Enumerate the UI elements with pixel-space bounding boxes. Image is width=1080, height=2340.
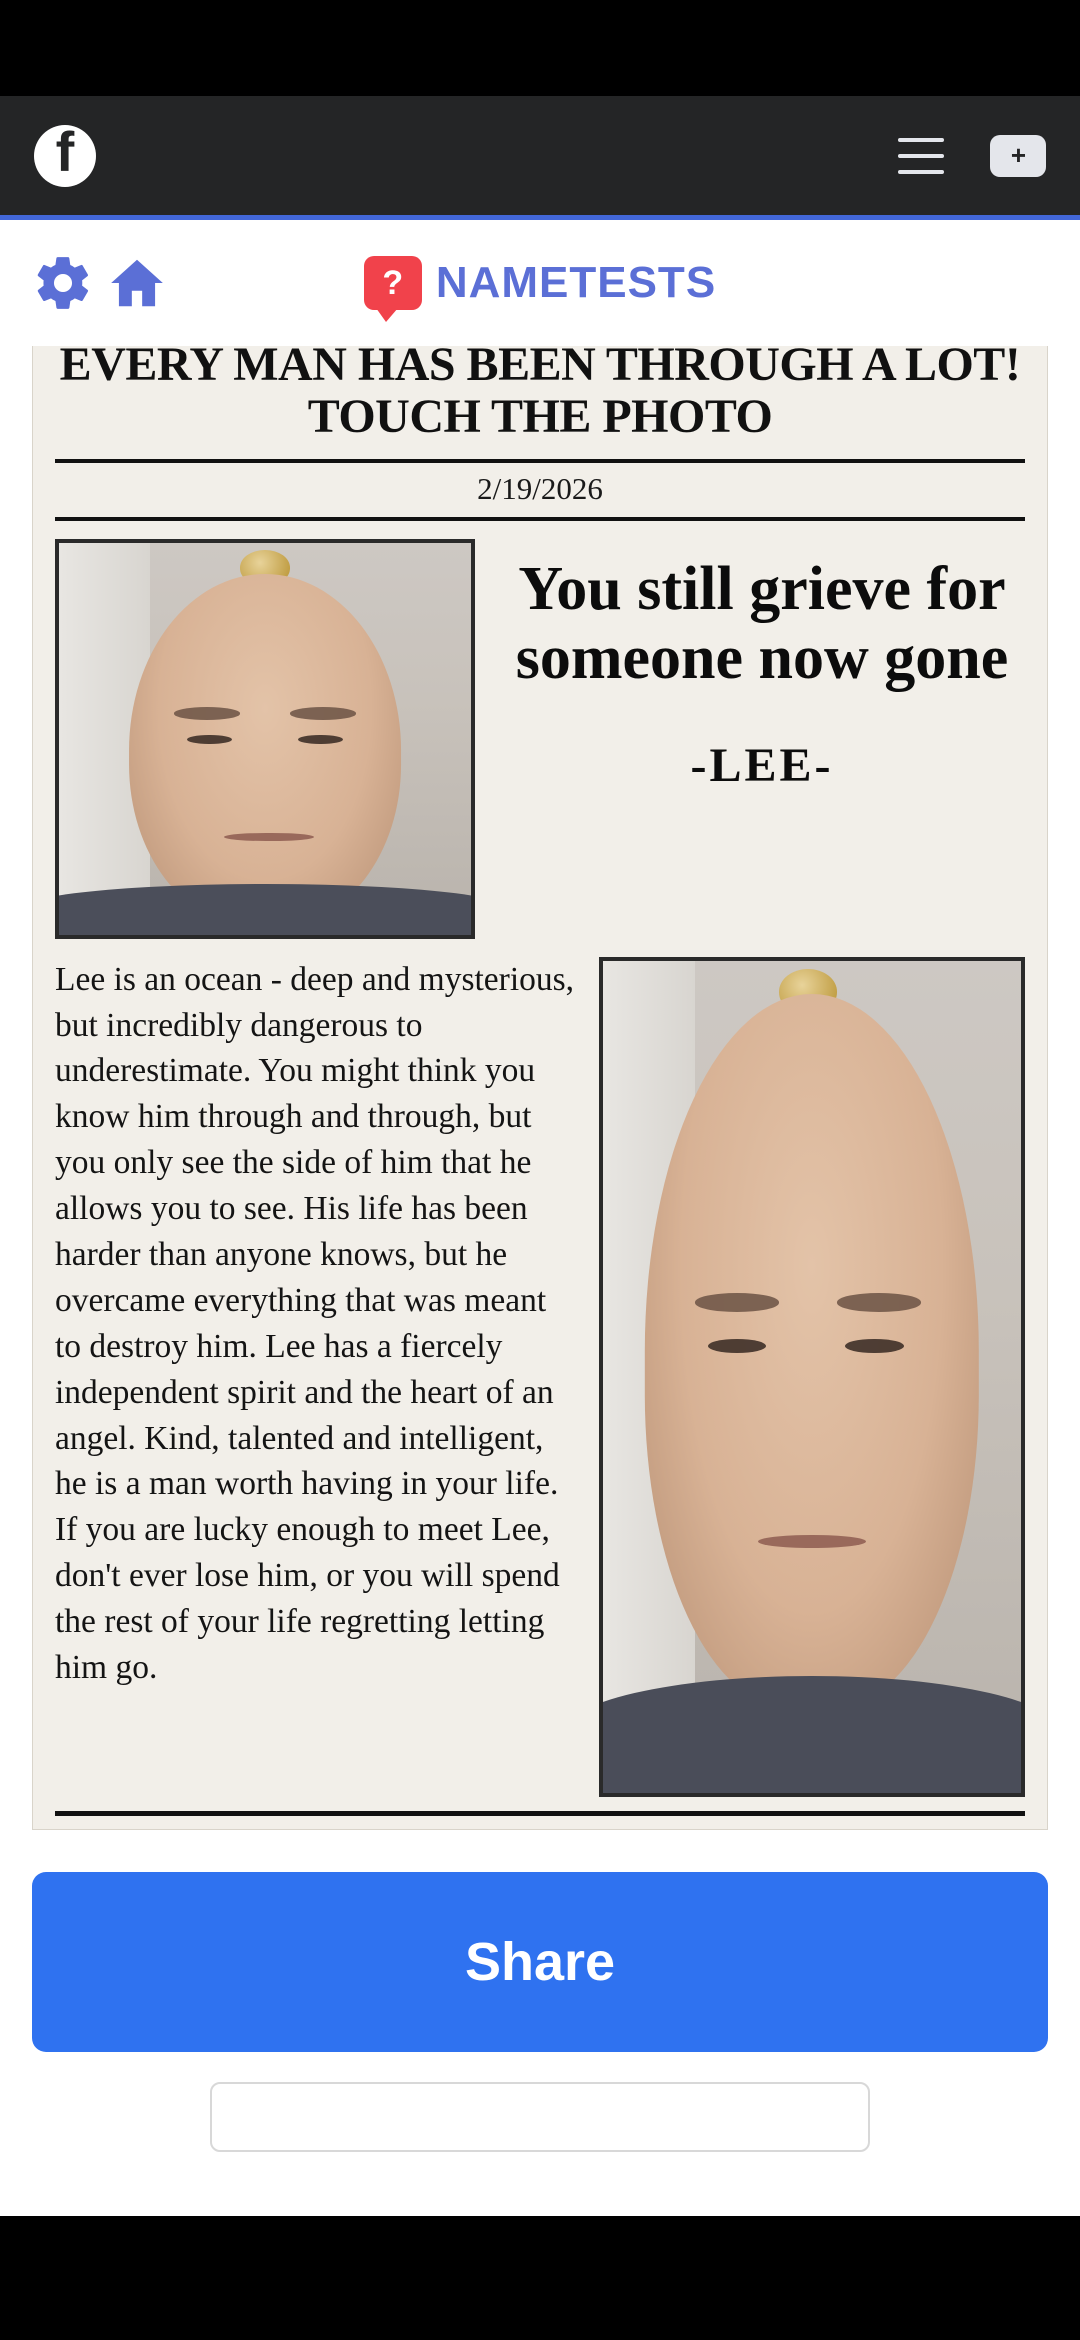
- hamburger-line: [898, 154, 944, 158]
- divider-under-date: [55, 517, 1025, 521]
- add-tab-label: +: [1010, 140, 1026, 170]
- home-icon[interactable]: [106, 252, 168, 314]
- status-bar: [0, 0, 1080, 96]
- portrait-eye-right: [298, 735, 343, 744]
- portrait-photo-large[interactable]: [599, 957, 1025, 1797]
- system-navigation-bar: [0, 2216, 1080, 2340]
- portrait-brow-right: [290, 707, 356, 720]
- portrait-mouth: [758, 1535, 867, 1548]
- portrait-brow-left: [695, 1293, 779, 1311]
- portrait-illustration: [603, 961, 1021, 1793]
- portrait-head: [129, 574, 401, 927]
- hamburger-line: [898, 170, 944, 174]
- result-description: Lee is an ocean - deep and mysterious, but incredibly dangerous to underestimate. You might think you know him through and through, but you only see the side of him that he allows you to see. His life has been harder than anyone knows, but he overcame everything that was meant to destroy him. Lee has a fiercely independent spirit and the heart of an angel. Kind, talented and intelligent, he is a man worth having in your life. If you are lucky enough to meet Lee, don't ever lose him, or you will spend the rest of your life regretting letting him go.: [55, 960, 575, 1687]
- article-headline: EVERY MAN HAS BEEN THROUGH A LOT! TOUCH THE PHOTO: [59, 346, 1021, 443]
- portrait-illustration: [59, 543, 471, 935]
- portrait-eye-left: [187, 735, 232, 744]
- brand-name: NAMETESTS: [435, 258, 717, 307]
- facebook-icon[interactable]: [34, 125, 96, 187]
- divider-bottom: [55, 1811, 1025, 1816]
- result-name: -LEE-: [690, 738, 834, 792]
- article-date: 2/19/2026: [477, 470, 603, 506]
- result-title: You still grieve for someone now gone: [515, 554, 1009, 693]
- share-button[interactable]: Share: [32, 1872, 1048, 2052]
- add-tab-icon[interactable]: [990, 135, 1046, 177]
- hamburger-line: [898, 138, 944, 142]
- hamburger-menu-icon[interactable]: [898, 138, 944, 174]
- result-title-block: [499, 539, 1025, 793]
- portrait-brow-right: [837, 1293, 921, 1311]
- gear-icon[interactable]: [32, 252, 94, 314]
- portrait-shoulders: [599, 1676, 1025, 1792]
- portrait-brow-left: [174, 707, 240, 720]
- portrait-photo-small[interactable]: [55, 539, 475, 939]
- facebook-browser-bar: [0, 96, 1080, 220]
- brand-mark-text: ?: [382, 263, 404, 302]
- result-bottom-section: [55, 957, 1025, 1797]
- portrait-head: [645, 994, 979, 1710]
- result-top-section: [55, 539, 1025, 939]
- portrait-shoulders: [55, 884, 475, 935]
- browser-bar-actions: [898, 135, 1046, 177]
- page-content: [0, 346, 1080, 2216]
- question-mark-icon: [364, 256, 422, 310]
- share-section: [0, 1848, 1080, 2152]
- result-card: [32, 346, 1048, 1830]
- secondary-panel: [210, 2082, 870, 2152]
- site-header: [0, 220, 1080, 346]
- facebook-logo-letter: f: [55, 124, 75, 183]
- site-header-icons: [0, 252, 168, 314]
